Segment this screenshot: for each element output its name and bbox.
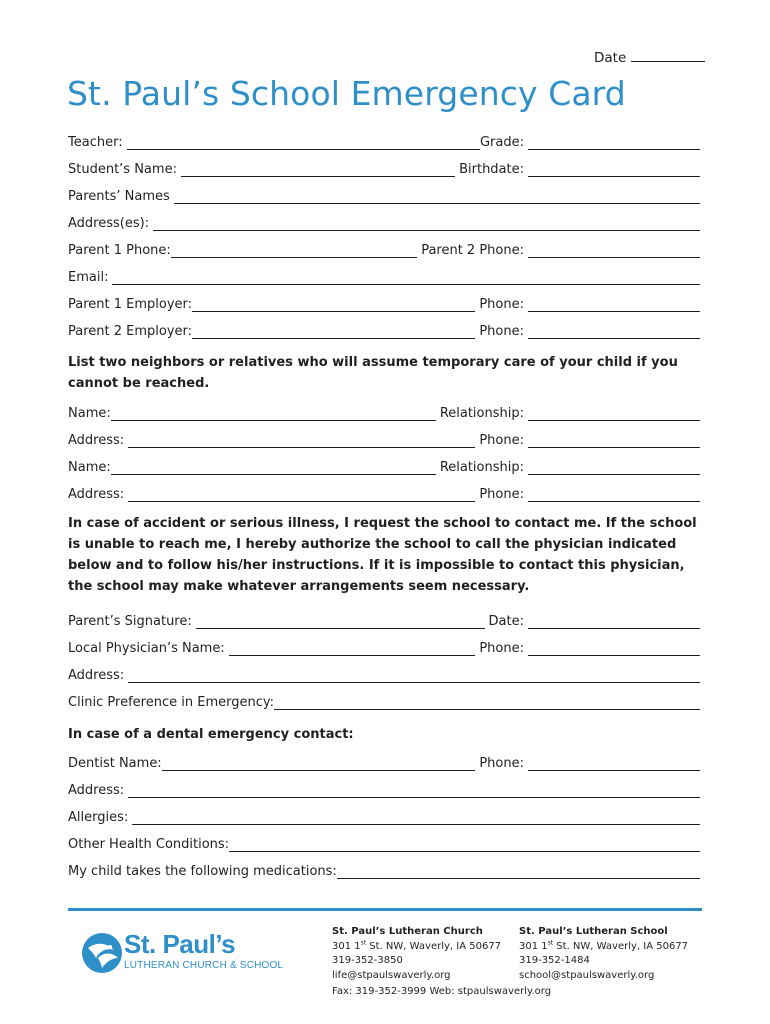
parent1-phone-label: Parent 1 Phone:	[68, 243, 171, 258]
parent1-employer-label: Parent 1 Employer:	[68, 297, 193, 312]
other-conditions-label: Other Health Conditions:	[68, 837, 230, 852]
church-email[interactable]: life@stpaulswaverly.org	[332, 969, 451, 981]
neighbor2-relationship-line[interactable]	[528, 460, 700, 475]
allergies-label: Allergies:	[68, 810, 129, 825]
addresses-line[interactable]	[153, 216, 700, 231]
physician-phone-label: Phone:	[479, 641, 524, 656]
birthdate-line[interactable]	[528, 162, 700, 177]
parent-phones-row	[68, 240, 700, 258]
school-contact	[519, 925, 688, 983]
teacher-line[interactable]	[127, 135, 480, 150]
physician-label: Local Physician’s Name:	[68, 641, 225, 656]
dentist-address-label: Address:	[68, 783, 125, 798]
dental-heading: In case of a dental emergency contact:	[68, 727, 354, 742]
school-email[interactable]: school@stpaulswaverly.org	[519, 969, 655, 981]
student-row	[68, 159, 700, 177]
addresses-label: Address(es):	[68, 216, 150, 231]
physician-address-line[interactable]	[128, 668, 700, 683]
footer-divider	[68, 908, 702, 911]
date-field	[594, 48, 705, 66]
email-row	[68, 267, 700, 285]
school-name: St. Paul’s Lutheran School	[519, 926, 668, 937]
neighbor2-name-label: Name:	[68, 460, 111, 475]
physician-phone-line[interactable]	[528, 641, 700, 656]
school-address: 301 1st St. NW, Waverly, IA 50677	[519, 939, 689, 952]
neighbor1-name-line[interactable]	[111, 406, 436, 421]
parents-names-label: Parents’ Names	[68, 189, 170, 204]
clinic-row	[68, 692, 700, 710]
parent1-employer-phone-line[interactable]	[528, 297, 700, 312]
dentist-label: Dentist Name:	[68, 756, 162, 771]
medications-line[interactable]	[337, 864, 700, 879]
dentist-address-row	[68, 780, 700, 798]
signature-row	[68, 611, 700, 629]
dentist-line[interactable]	[162, 756, 476, 771]
parent1-employer-row	[68, 294, 700, 312]
logo-wordmark: St. Paul’s	[124, 929, 236, 959]
neighbors-instruction: List two neighbors or relatives who will assume temporary care of your child if you cannot be reached.	[68, 355, 678, 391]
fax-web-line: Fax: 319-352-3999 Web: stpaulswaverly.org	[332, 986, 552, 997]
physician-row	[68, 638, 700, 656]
signature-date-label: Date:	[488, 614, 524, 629]
neighbor1-address-row	[68, 430, 700, 448]
neighbor1-name-label: Name:	[68, 406, 111, 421]
student-name-line[interactable]	[181, 162, 455, 177]
parent2-employer-row	[68, 321, 700, 339]
other-conditions-line[interactable]	[229, 837, 700, 852]
parent1-employer-phone-label: Phone:	[479, 297, 524, 312]
neighbor2-name-line[interactable]	[111, 460, 436, 475]
parent2-phone-line[interactable]	[528, 243, 700, 258]
neighbor1-address-line[interactable]	[128, 433, 475, 448]
email-label: Email:	[68, 270, 109, 285]
student-name-label: Student’s Name:	[68, 162, 177, 177]
dentist-row	[68, 753, 700, 771]
neighbor1-relationship-label: Relationship:	[439, 406, 524, 421]
signature-line[interactable]	[196, 614, 485, 629]
neighbor2-name-row	[68, 457, 700, 475]
signature-label: Parent’s Signature:	[68, 614, 192, 629]
dentist-phone-line[interactable]	[528, 756, 700, 771]
date-line[interactable]	[631, 48, 705, 62]
birthdate-label: Birthdate:	[459, 162, 524, 177]
church-name: St. Paul’s Lutheran Church	[332, 926, 483, 937]
physician-line[interactable]	[229, 641, 476, 656]
grade-line[interactable]	[528, 135, 700, 150]
parent2-employer-line[interactable]	[192, 324, 475, 339]
neighbor1-relationship-line[interactable]	[528, 406, 700, 421]
neighbor1-phone-line[interactable]	[528, 433, 700, 448]
neighbor2-address-label: Address:	[68, 487, 125, 502]
allergies-row	[68, 807, 700, 825]
school-phone: 319-352-1484	[519, 955, 590, 966]
dentist-phone-label: Phone:	[479, 756, 524, 771]
neighbor2-address-line[interactable]	[128, 487, 475, 502]
logo-subtitle: LUTHERAN CHURCH & SCHOOL	[124, 960, 284, 971]
neighbor2-phone-label: Phone:	[479, 487, 524, 502]
church-phone: 319-352-3850	[332, 955, 403, 966]
clinic-label: Clinic Preference in Emergency:	[68, 695, 274, 710]
parent2-employer-phone-line[interactable]	[528, 324, 700, 339]
physician-address-label: Address:	[68, 668, 125, 683]
church-contact	[332, 925, 501, 983]
addresses-row	[68, 213, 700, 231]
signature-date-line[interactable]	[528, 614, 700, 629]
parent2-employer-phone-label: Phone:	[479, 324, 524, 339]
parents-names-row	[68, 186, 700, 204]
date-label: Date	[594, 50, 627, 66]
neighbor2-address-row	[68, 484, 700, 502]
neighbor1-phone-label: Phone:	[479, 433, 524, 448]
neighbor2-relationship-label: Relationship:	[439, 460, 524, 475]
medications-label: My child takes the following medications:	[68, 864, 337, 879]
allergies-line[interactable]	[132, 810, 700, 825]
physician-address-row	[68, 665, 700, 683]
teacher-grade-row	[68, 132, 700, 150]
email-line[interactable]	[112, 270, 700, 285]
grade-label: Grade:	[479, 135, 524, 150]
page-title: St. Paul’s School Emergency Card	[67, 74, 626, 113]
medications-row	[68, 861, 700, 879]
dentist-address-line[interactable]	[128, 783, 700, 798]
parent1-phone-line[interactable]	[171, 243, 417, 258]
authorization-statement: In case of accident or serious illness, I request the school to contact me. If the school is unable to reach me, I hereby authorize the school to call the physician indicated below and to follow his/her instructions. If it is impossible to contact this physician, the school may make whatever arrangements seem necessary.	[68, 516, 697, 594]
clinic-line[interactable]	[274, 695, 700, 710]
neighbor1-address-label: Address:	[68, 433, 125, 448]
parents-names-line[interactable]	[174, 189, 700, 204]
neighbor2-phone-line[interactable]	[528, 487, 700, 502]
church-address: 301 1st St. NW, Waverly, IA 50677	[332, 939, 502, 952]
teacher-label: Teacher:	[68, 135, 123, 150]
neighbor1-name-row	[68, 403, 700, 421]
parent2-employer-label: Parent 2 Employer:	[68, 324, 193, 339]
parent2-phone-label: Parent 2 Phone:	[421, 243, 524, 258]
other-conditions-row	[68, 834, 700, 852]
parent1-employer-line[interactable]	[192, 297, 475, 312]
